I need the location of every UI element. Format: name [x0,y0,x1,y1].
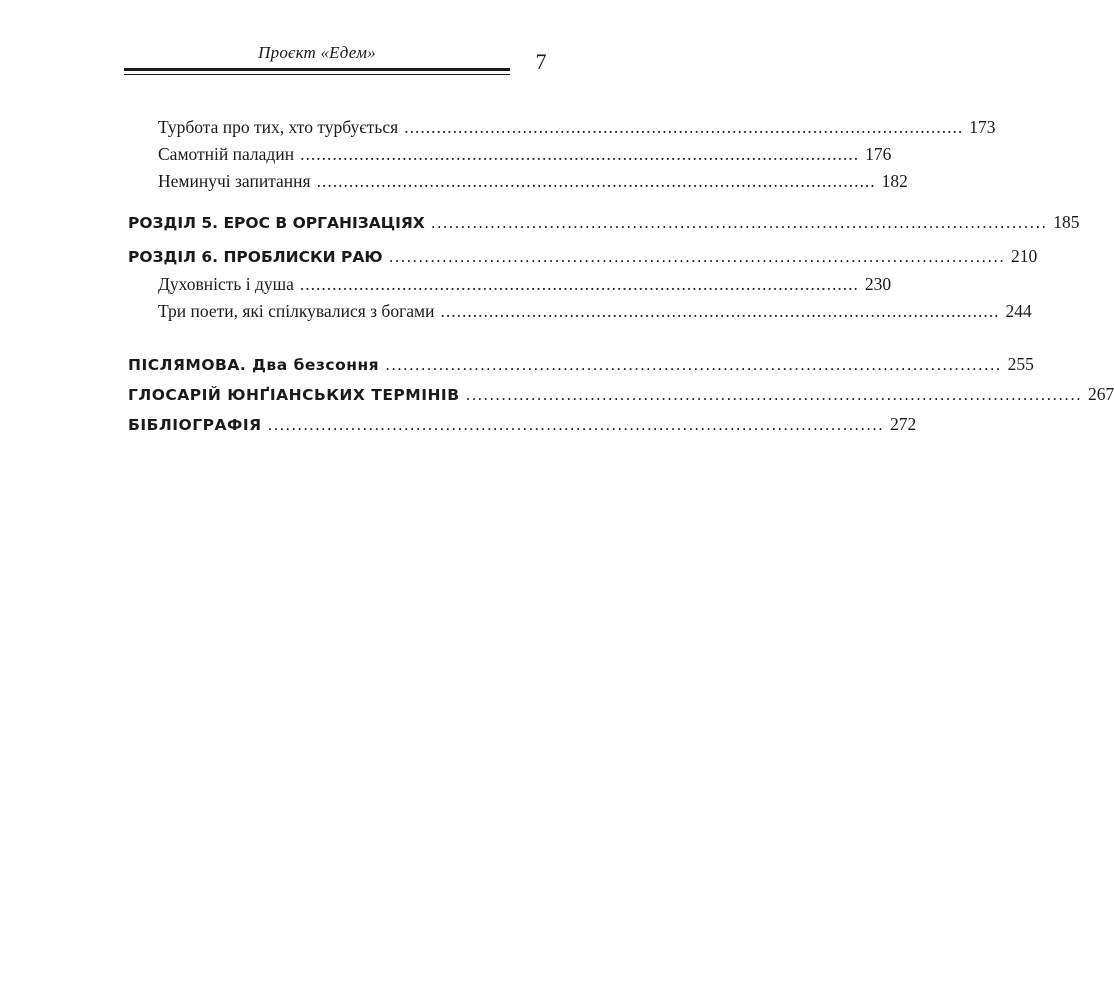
toc-glossary [128,379,1114,409]
toc-entry-page: 244 [1005,301,1032,321]
toc-afterword [128,349,1034,379]
toc-entry-page: 182 [881,171,908,191]
toc-entry-page: 176 [865,144,892,164]
toc-back-page: 272 [889,414,917,434]
toc-leader-dots: ........................................................................................................ [316,171,876,191]
toc-chapter-label: РОЗДІЛ 6. ПРОБЛИСКИ РАЮ [128,248,383,266]
running-title: Проєкт «Едем» [258,43,376,62]
toc-entry-page: 173 [969,117,996,137]
toc-entry-label: Духовність і душа [158,274,294,294]
toc-leader-dots: ........................................................................................................ [404,117,964,137]
toc-back-label: ГЛОСАРІЙ ЮНҐІАНСЬКИХ ТЕРМІНІВ [128,386,460,404]
toc-entry-label: Турбота про тих, хто турбується [158,117,399,137]
toc-chapter-6 [128,241,1038,271]
toc-back-page: 255 [1007,354,1034,374]
toc-entry [128,168,908,195]
table-of-contents [128,114,1114,439]
toc-leader-dots: ........................................................................................................ [299,274,859,294]
toc-entry-label: Самотній паладин [158,144,295,164]
toc-leader-dots: ........................................................................................................ [300,144,860,164]
toc-back-label: ПІСЛЯМОВА. Два безсоння [128,356,380,374]
toc-leader-dots: ........................................................................................................ [430,214,1048,232]
header-rule-thick [124,68,510,71]
toc-bibliography [128,409,917,439]
toc-leader-dots: ........................................................................................................ [465,386,1082,404]
toc-entry-label: Неминучі запитання [158,171,311,191]
toc-chapter-5 [128,207,1080,237]
toc-back-page: 267 [1087,384,1114,404]
toc-chapter-page: 185 [1053,212,1080,232]
toc-chapter-label: РОЗДІЛ 5. ЕРОС В ОРГАНІЗАЦІЯХ [128,214,425,232]
toc-leader-dots: ........................................................................................................ [388,248,1006,266]
toc-spacer [128,195,548,207]
toc-leader-dots: ........................................................................................................ [267,416,884,434]
toc-entry [128,298,1032,325]
toc-entry [128,114,996,141]
toc-leader-dots: ........................................................................................................ [440,301,1000,321]
toc-entry [128,141,892,168]
toc-entry-page: 230 [864,274,892,294]
toc-back-label: БІБЛІОГРАФІЯ [128,416,262,434]
toc-spacer [128,325,548,349]
toc-leader-dots: ........................................................................................................ [385,356,1002,374]
toc-entry-label: Три поети, які спілкувалися з богами [158,301,435,321]
page-number: 7 [535,49,547,74]
header-rule-thin [124,74,510,75]
toc-entry [128,271,892,298]
toc-chapter-page: 210 [1011,246,1038,266]
